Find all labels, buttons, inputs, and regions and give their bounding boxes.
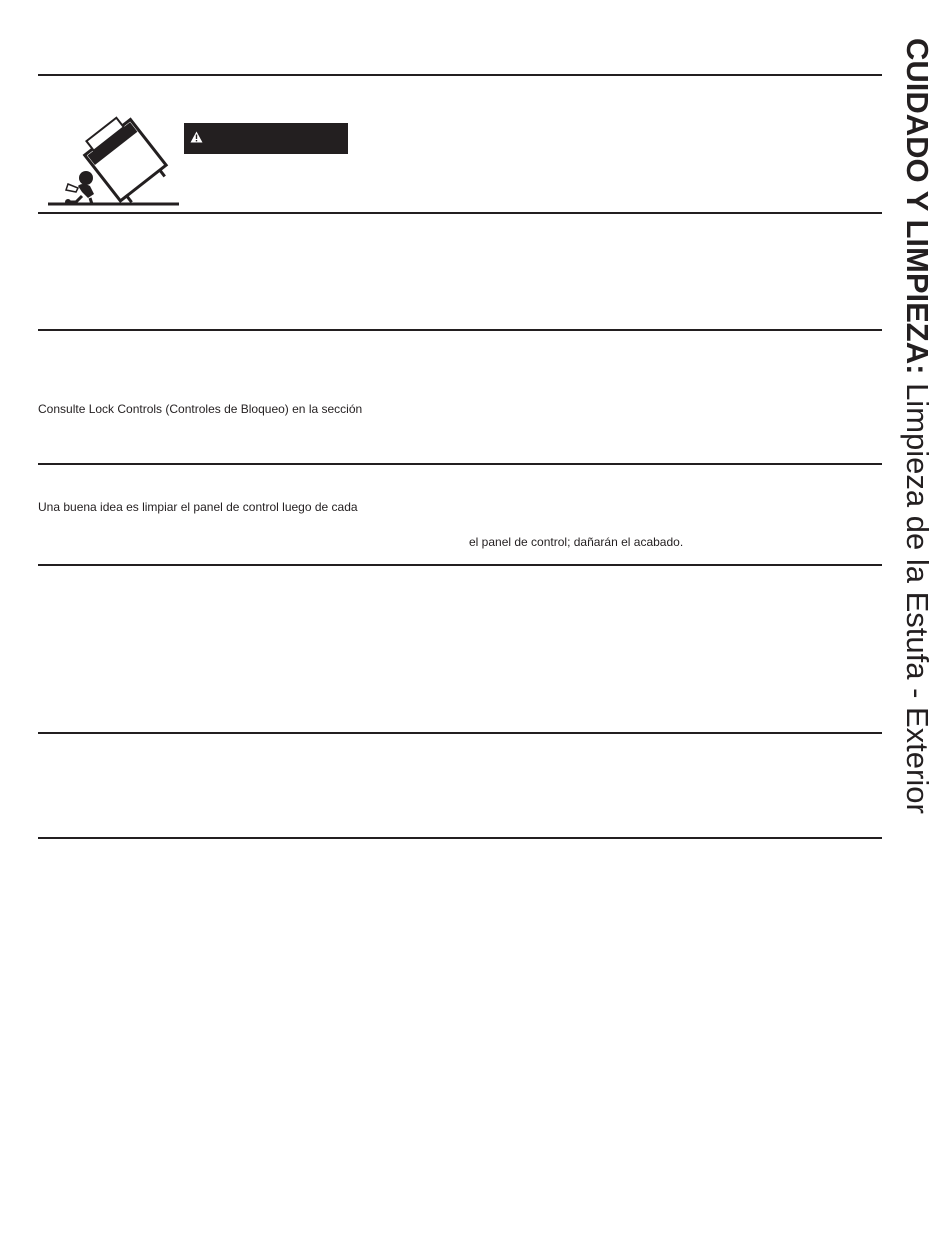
- tip-over-hazard-icon: [46, 108, 186, 208]
- divider: [38, 564, 882, 566]
- divider-top: [38, 74, 882, 76]
- side-title-bold: CUIDADO Y LIMPIEZA:: [900, 38, 935, 375]
- side-section-title: [894, 38, 940, 858]
- warning-triangle-icon: [190, 131, 203, 143]
- control-panel-text-continued: el panel de control; dañarán el acabado.: [469, 535, 684, 549]
- divider: [38, 463, 882, 465]
- control-panel-text: Una buena idea es limpiar el panel de control luego de cada: [38, 500, 358, 514]
- side-title-normal: Limpieza de la Estufa - Exterior: [900, 383, 935, 814]
- divider: [38, 212, 882, 214]
- divider: [38, 837, 882, 839]
- warning-label: [184, 123, 348, 154]
- divider: [38, 329, 882, 331]
- lock-controls-text: Consulte Lock Controls (Controles de Bloqueo) en la sección: [38, 402, 363, 416]
- divider: [38, 732, 882, 734]
